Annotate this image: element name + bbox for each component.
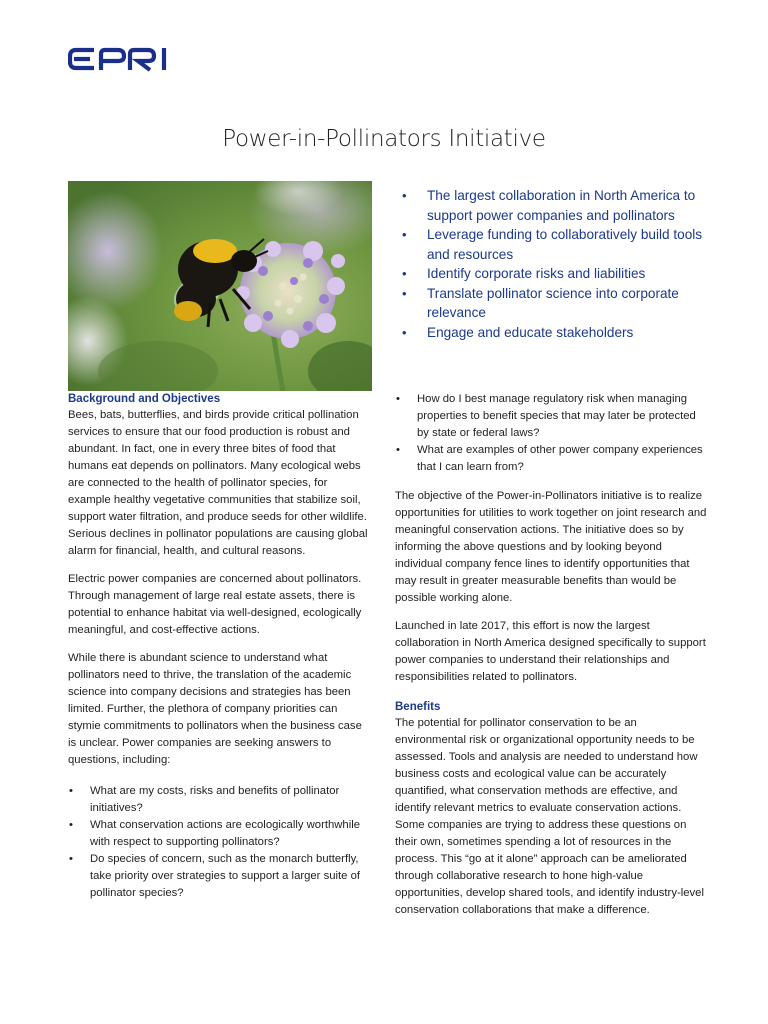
highlight-item: • Identify corporate risks and liabilities (400, 264, 710, 284)
background-paragraph-2: Electric power companies are concerned about pollinators. Through management of large real estate assets, there is potential to enhance habitat via well-designed, ecologically meaningful, and cost-effective actions. (68, 573, 362, 636)
question-item: • What are examples of other power company experiences that I can learn from? (395, 442, 707, 476)
objective-paragraph: The objective of the Power-in-Pollinators initiative is to realize opportunities for utilities to work together on joint research and meaningful conservation actions. The initiative does so by informing the above questions and by looking beyond individual company fence lines to identify opportunities that may result in greater measurable benefits than would be possible working alone. (395, 490, 707, 604)
question-item: • How do I best manage regulatory risk when managing properties to benefit species that may later be protected by state or federal laws? (395, 391, 707, 442)
highlight-item: • Translate pollinator science into corporate relevance (400, 284, 710, 323)
question-item: • Do species of concern, such as the monarch butterfly, take priority over strategies to support a larger suite of pollinator species? (68, 851, 372, 902)
highlight-item: • Leverage funding to collaboratively build tools and resources (400, 225, 710, 264)
page-title: Power-in-Pollinators Initiative (222, 126, 546, 152)
background-heading: Background and Objectives (68, 393, 221, 405)
question-item: • What are my costs, risks and benefits of pollinator initiatives? (68, 783, 372, 817)
questions-list-right (395, 391, 707, 476)
question-item: • What conservation actions are ecologically worthwhile with respect to supporting pollinators? (68, 817, 372, 851)
benefits-paragraph: The potential for pollinator conservation to be an environmental risk or organizational opportunity needs to be assessed. Tools and analysis are needed to understand how business costs and ecological value can be accurately quantified, what conservation methods are effective, and identify relevant metrics to evaluate conservation actions. Some companies are trying to address these questions on their own, sometimes spending a lot of resources in the process. This “go at it alone” approach can be ameliorated through collaborative research to hone high-value opportunities, develop shared tools, and identify industry-level conservation collaborations that make a difference. (395, 717, 704, 916)
highlights-list (400, 186, 710, 342)
left-column (68, 392, 372, 913)
questions-list-left (68, 783, 372, 902)
epri-logo (68, 46, 182, 72)
background-paragraph-1: Bees, bats, butterflies, and birds provide critical pollination services to ensure that our food production is robust and abundant. In fact, one in every three bites of food that humans eat depends on pollinators. Many ecological webs are connected to the health of pollinator species, for example healthy vegetative communities that stabilize soil, support water filtration, and produce seeds for other wildlife. Serious declines in pollinator populations are causing global alarm for financial, health, and cultural reasons. (68, 409, 368, 557)
bee-photo (68, 181, 372, 391)
benefits-heading: Benefits (395, 701, 441, 713)
launch-paragraph: Launched in late 2017, this effort is now the largest collaboration in North America designed specifically to support power companies to understand their relationships and responsibilities related to pollinators. (395, 620, 706, 683)
highlight-item: • Engage and educate stakeholders (400, 323, 710, 343)
right-column (395, 391, 707, 930)
background-paragraph-3: While there is abundant science to understand what pollinators need to thrive, the translation of the academic science into company decisions and strategies has been limited. Further, the plethora of company priorities can stymie commitments to pollinators when the business case is unclear. Power companies are seeking answers to questions, including: (68, 652, 362, 766)
highlight-item: • The largest collaboration in North America to support power companies and pollinators (400, 186, 710, 225)
